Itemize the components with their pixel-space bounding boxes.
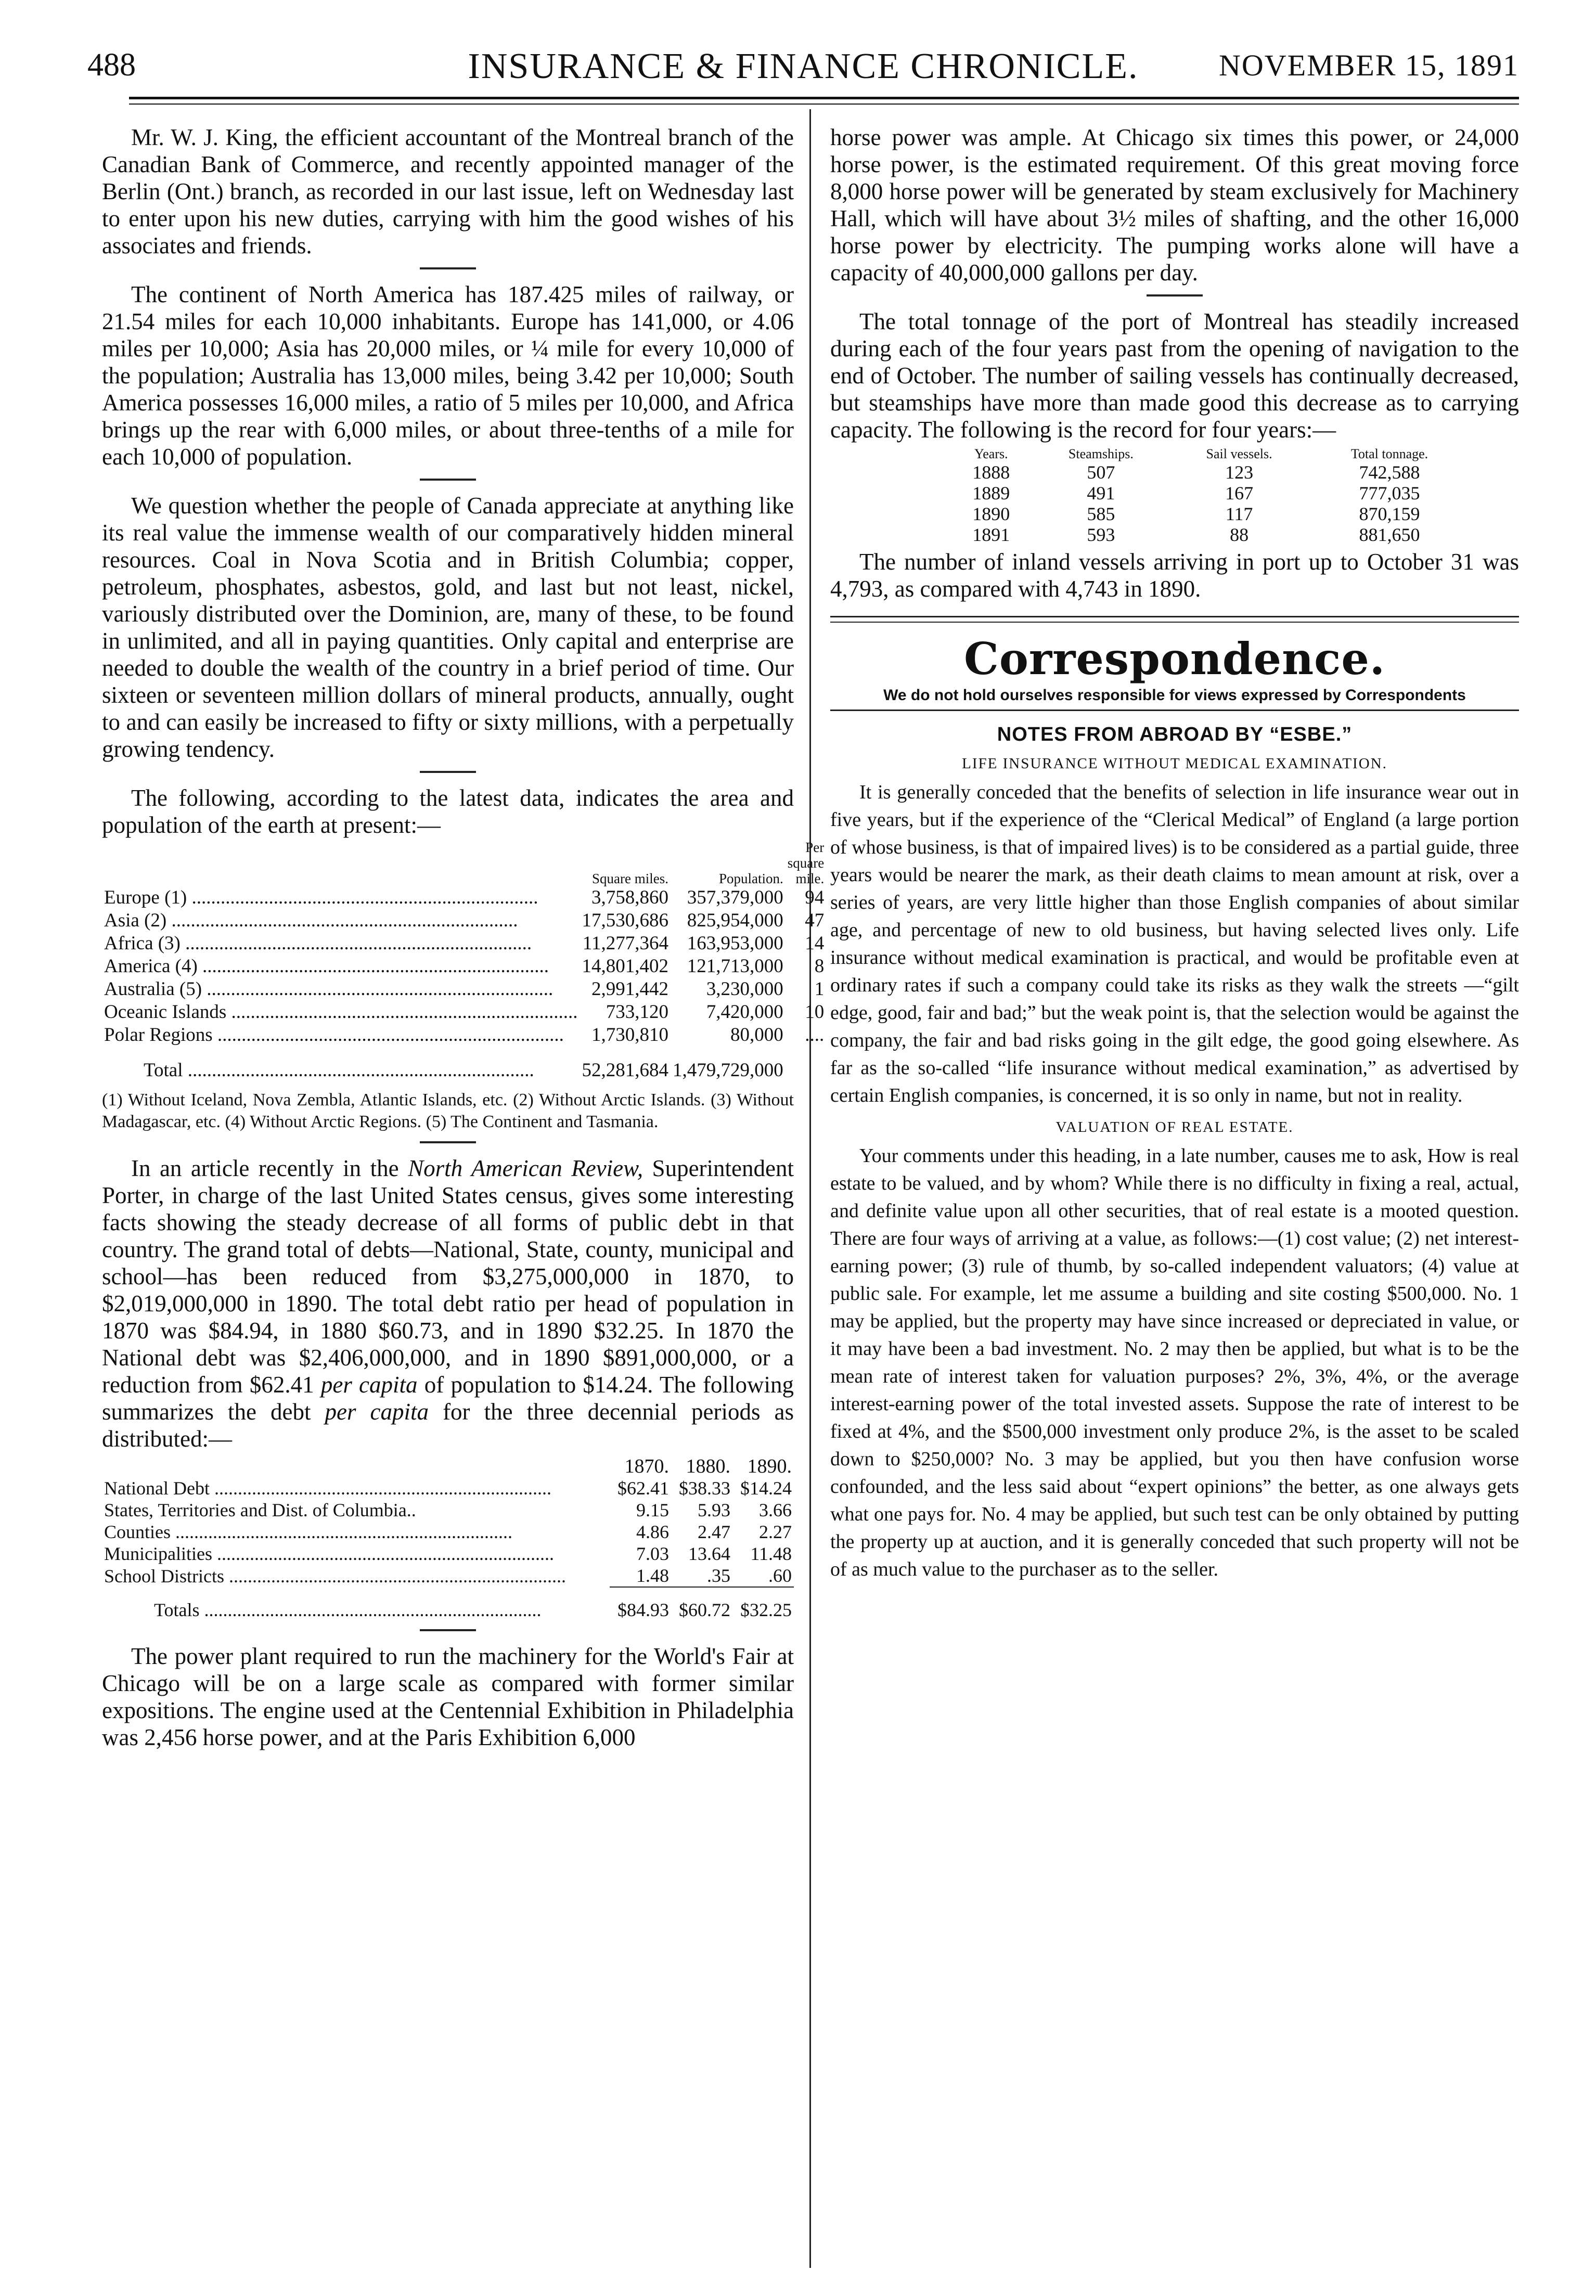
- life-insurance-paragraph: It is generally conceded that the benefits of selection in life insurance wear out in five years, but if the experience of the “Clerical Medical” of England (a large portion of whose business, is that of impaired lives) is to be considered as a partial guide, three years would be nearer the mark, as their death claims to mean amount at risk, over a series of years, are very little higher than those English companies of about similar age, and percentage of new to old business, but having selected lives only. Life insurance without medical examination is practical, and would be profitable even at ordinary rates if such a company could take its risks as they walk the streets —“gilt edge, good, fair and bad;” but the weak point is, that the selection would be against the company, the fair and bad risks going in the gilt edge, the good going elsewhere. As far as the so-called “life insurance without medical examination,” as advertised by certain English companies, is concerned, it is so only in name, but not in reality.: [830, 781, 1519, 1106]
- sq-miles-cell: 3,758,860: [591, 887, 669, 908]
- year-cell: 1891: [972, 524, 1010, 545]
- value-1870: 9.15: [636, 1500, 669, 1520]
- sq-miles-cell: 17,530,686: [582, 910, 669, 931]
- steamships-cell: 507: [1087, 462, 1115, 483]
- table-row: [102, 932, 826, 955]
- issue-date: NOVEMBER 15, 1891: [1219, 48, 1519, 82]
- power-paragraph: The power plant required to run the machinery for the World's Fair at Chicago will be on a large scale as compared with former similar expositions. The engine used at the Centennial Exhibition in Philadelphia was 2,456 horse power, and at the Paris Exhibition 6,000: [102, 1643, 794, 1750]
- table-row: [102, 886, 826, 909]
- table-row: [102, 1477, 794, 1499]
- year-header: 1890.: [747, 1455, 792, 1477]
- value-1870: 7.03: [636, 1543, 669, 1564]
- column-header: Steamships.: [1068, 446, 1134, 461]
- table-row: [950, 462, 1470, 483]
- row-label: Asia (2): [104, 910, 167, 931]
- table-row: [102, 955, 826, 978]
- population-cell: 825,954,000: [687, 910, 783, 931]
- year-header: 1870.: [624, 1455, 669, 1477]
- right-column: [830, 124, 1519, 1583]
- table-footnotes: (1) Without Iceland, Nova Zembla, Atlantic Islands, etc. (2) Without Arctic Islands. (3) Without Madagascar, etc. (4) Without Arctic Regions. (5) The Continent and Tasmania.: [102, 1090, 794, 1131]
- row-label: Counties: [104, 1521, 171, 1542]
- debt-text-mid2: of population to $14.24. The following summarizes the debt: [102, 1372, 794, 1425]
- row-label: School Districts: [104, 1566, 224, 1586]
- column-header: Per square mile.: [787, 840, 825, 886]
- railway-paragraph: The continent of North America has 187.425 miles of railway, or 21.54 miles for each 10,000 inhabitants. Europe has 141,000, or 4.06 miles per 10,000; Asia has 20,000 miles, or ¼ mile for every 10,000 of the population; Australia has 13,000 miles, being 3.42 per 10,000; South America possesses 16,000 miles, a ratio of 5 miles per 10,000, and Africa brings up the rear with 6,000 miles, or about three-tenths of a mile for each 10,000 of population.: [102, 281, 794, 470]
- sq-miles-cell: 733,120: [606, 1001, 669, 1023]
- value-1880: .35: [671, 1565, 732, 1587]
- page-number: 488: [87, 47, 136, 83]
- per-sq-mile-cell: 10: [805, 1001, 825, 1023]
- total-label: Totals: [154, 1600, 200, 1620]
- table-row: [950, 504, 1470, 524]
- value-1890: 2.27: [759, 1521, 792, 1542]
- separator-rule: [420, 479, 476, 481]
- tonnage-cell: 777,035: [1359, 483, 1420, 504]
- table-row: [102, 909, 826, 932]
- population-cell: 163,953,000: [687, 933, 783, 954]
- section-rule: [830, 622, 1519, 623]
- total-1880: $60.72: [679, 1600, 730, 1620]
- population-cell: 7,420,000: [706, 1001, 783, 1023]
- correspondence-heading: Correspondence.: [963, 633, 1386, 685]
- page-header: [87, 42, 1519, 94]
- value-1880: 13.64: [688, 1543, 730, 1564]
- year-cell: 1888: [972, 462, 1010, 483]
- tonnage-cell: 742,588: [1359, 462, 1420, 483]
- table-row: [102, 1565, 794, 1587]
- separator-rule: [420, 1629, 476, 1631]
- value-1870: $62.41: [617, 1478, 669, 1499]
- steamships-cell: 585: [1087, 504, 1115, 524]
- tonnage-cell: 881,650: [1359, 524, 1420, 545]
- sail-cell: 88: [1230, 524, 1249, 545]
- column-header: Population.: [719, 871, 783, 886]
- row-label: Polar Regions: [104, 1024, 213, 1046]
- value-1890: 3.66: [759, 1500, 792, 1520]
- debt-text-start: In an article recently in the: [131, 1155, 399, 1181]
- table-total-row: [102, 1587, 794, 1621]
- left-column: [102, 124, 825, 1751]
- column-header: Square miles.: [592, 871, 669, 886]
- column-divider: [809, 109, 811, 2268]
- sail-cell: 167: [1225, 483, 1254, 504]
- total-sq-miles: 52,281,684: [582, 1060, 669, 1081]
- row-label: National Debt: [104, 1478, 210, 1499]
- debt-paragraph: [102, 1155, 794, 1452]
- year-header: 1880.: [686, 1455, 730, 1477]
- tonnage-paragraph: The total tonnage of the port of Montreal has steadily increased during each of the four years past from the opening of navigation to the end of October. The number of sailing vessels has continually decreased, but steamships have more than made good this decrease as to carrying capacity. The following is the record for four years:—: [830, 308, 1519, 443]
- life-insurance-subheading: LIFE INSURANCE WITHOUT MEDICAL EXAMINATION.: [962, 755, 1387, 772]
- per-capita-italic: per capita: [325, 1399, 429, 1425]
- sq-miles-cell: 2,991,442: [591, 978, 669, 1000]
- valuation-paragraph: Your comments under this heading, in a late number, causes me to ask, How is real estate to be valued, and by whom? While there is no difficulty in fixing a real, actual, and definite value upon all other securities, that of real estate is a mooted question. There are four ways of arriving at a value, as follows:—(1) cost value; (2) net interest-earning power; (3) rule of thumb, by so-called independent valuators; (4) value at public sale. For example, let me assume a building and site costing $500,000. No. 1 may be applied, but the property may have since increased or depreciated in value, or it may have been a bad investment. No. 2 may then be applied, but what is to be the mean rate of interest taken for valuation purposes? 2%, 3%, 4%, or the average interest-earning power of the total invested assets. Suppose the rate of interest to be fixed at 4%, and the $500,000 investment only produce 2%, is the asset to be scaled down to $250,000? No. 3 may be applied, but you then have confusion worse confounded, and the less said about “expert opinions” the better, as one always gets what one pays for. No. 4 may be applied, but such test can be only obtained by putting the property up at auction, and it is generally conceded that such property will not be of as much value to the purchaser as to the seller.: [830, 1145, 1519, 1580]
- table-row: [950, 524, 1470, 545]
- per-sq-mile-cell: 14: [805, 933, 825, 954]
- separator-rule: [420, 1141, 476, 1143]
- tonnage-table: [950, 446, 1470, 545]
- row-label: Municipalities: [104, 1543, 212, 1564]
- correspondence-disclaimer: We do not hold ourselves responsible for views expressed by Correspondents: [883, 687, 1466, 704]
- tonnage-cell: 870,159: [1359, 504, 1420, 524]
- row-label: America (4): [104, 956, 198, 977]
- table-header-row: [102, 840, 826, 886]
- total-1870: $84.93: [617, 1600, 669, 1620]
- table-row: [102, 1543, 794, 1565]
- per-sq-mile-cell: 94: [805, 887, 825, 908]
- column-header: Total tonnage.: [1350, 446, 1428, 461]
- separator-rule: [420, 267, 476, 269]
- value-1890: .60: [732, 1565, 794, 1587]
- per-sq-mile-cell: 47: [805, 910, 825, 931]
- steamships-cell: 593: [1087, 524, 1115, 545]
- table-row: [102, 1499, 794, 1521]
- year-cell: 1890: [972, 504, 1010, 524]
- table-header-row: [102, 1455, 794, 1477]
- debt-text-mid: Superintendent Porter, in charge of the last United States census, gives some interesting facts showing the steady decrease of all forms of public debt in that country. The grand total of debts—National, State, county, municipal and school—has been reduced from $3,275,000,000 in 1870, to $2,019,000,000 in 1890. The total debt ratio per head of population in 1870 was $84.94, in 1880 $60.73, and in 1890 $32.25. In 1870 the National debt was $2,406,000,000, and in 1890 $891,000,000, or a reduction from $62.41: [102, 1155, 794, 1398]
- table-row: [102, 1024, 826, 1047]
- inland-vessels-paragraph: The number of inland vessels arriving in port up to October 31 was 4,793, as compared with 4,743 in 1890.: [830, 549, 1519, 602]
- population-cell: 357,379,000: [687, 887, 783, 908]
- debt-table: [102, 1455, 794, 1621]
- value-1880: 5.93: [698, 1500, 730, 1520]
- column-header: Sail vessels.: [1206, 446, 1272, 461]
- section-rule: [830, 710, 1519, 711]
- per-sq-mile-cell: 8: [814, 956, 825, 977]
- table-row: [102, 1001, 826, 1024]
- notes-from-abroad-heading: NOTES FROM ABROAD BY “ESBE.”: [997, 724, 1353, 745]
- table-row: [950, 483, 1470, 504]
- area-intro-paragraph: The following, according to the latest data, indicates the area and population of the earth at present:—: [102, 785, 794, 838]
- row-label: Europe (1): [104, 887, 187, 908]
- separator-rule: [420, 771, 476, 773]
- population-cell: 3,230,000: [706, 978, 783, 1000]
- header-rule-thin: [129, 104, 1519, 105]
- value-1880: 2.47: [698, 1521, 730, 1542]
- total-1890: $32.25: [740, 1600, 792, 1620]
- section-rule: [830, 616, 1519, 617]
- per-sq-mile-cell: 1: [814, 978, 825, 1000]
- area-population-table: [102, 840, 826, 1082]
- separator-rule: [1147, 294, 1203, 296]
- table-total-row: [102, 1047, 826, 1082]
- sq-miles-cell: 11,277,364: [582, 933, 669, 954]
- king-paragraph: Mr. W. J. King, the efficient accountant of the Montreal branch of the Canadian Bank of Commerce, and recently appointed manager of the Berlin (Ont.) branch, as recorded in our last issue, left on Wednesday last to enter upon his new duties, carrying with him the good wishes of his associates and friends.: [102, 124, 794, 259]
- value-1880: $38.33: [679, 1478, 730, 1499]
- mineral-paragraph: We question whether the people of Canada appreciate at anything like its real value the immense wealth of our comparatively hidden mineral resources. Coal in Nova Scotia and in British Columbia; copper, petroleum, phosphates, asbestos, gold, and last but not least, nickel, variously distributed over the Dominion, are, many of these, to be found in unlimited, and all in paying quantities. Only capital and enterprise are needed to double the wealth of the country in a brief period of time. Our sixteen or seventeen million dollars of mineral products, annually, ought to and can easily be increased to fifty or sixty millions, with a perpetually growing tendency.: [102, 493, 794, 762]
- sail-cell: 123: [1225, 462, 1254, 483]
- column-header: Years.: [974, 446, 1008, 461]
- row-label: Oceanic Islands: [104, 1001, 227, 1023]
- sail-cell: 117: [1225, 504, 1253, 524]
- value-1890: $14.24: [740, 1478, 792, 1499]
- population-cell: 80,000: [730, 1024, 783, 1046]
- total-label: Total: [144, 1060, 183, 1081]
- value-1870: 4.86: [636, 1521, 669, 1542]
- year-cell: 1889: [972, 483, 1010, 504]
- per-sq-mile-cell: ....: [805, 1024, 825, 1046]
- table-row: [102, 1521, 794, 1543]
- value-1870: 1.48: [610, 1565, 671, 1587]
- total-population: 1,479,729,000: [673, 1060, 783, 1081]
- debt-text-end: for the three decennial periods as distributed:—: [102, 1399, 794, 1452]
- review-title: North American Review,: [408, 1155, 643, 1181]
- row-label: Australia (5): [104, 978, 202, 1000]
- power-continued-paragraph: horse power was ample. At Chicago six times this power, or 24,000 horse power, is the estimated requirement. Of this great moving force 8,000 horse power will be generated by steam exclusively for Machinery Hall, which will have about 3½ miles of shafting, and the other 16,000 horse power by electricity. The pumping works alone will have a capacity of 40,000,000 gallons per day.: [830, 124, 1519, 286]
- table-row: [102, 978, 826, 1001]
- value-1890: 11.48: [750, 1543, 792, 1564]
- steamships-cell: 491: [1087, 483, 1115, 504]
- per-capita-italic: per capita: [320, 1372, 418, 1398]
- valuation-subheading: VALUATION OF REAL ESTATE.: [1056, 1119, 1294, 1136]
- row-label: Africa (3): [104, 933, 181, 954]
- sq-miles-cell: 14,801,402: [582, 956, 669, 977]
- sq-miles-cell: 1,730,810: [591, 1024, 669, 1046]
- row-label: States, Territories and Dist. of Columbia..: [104, 1500, 416, 1520]
- population-cell: 121,713,000: [687, 956, 783, 977]
- header-rule-thick: [129, 97, 1519, 99]
- journal-title: INSURANCE & FINANCE CHRONICLE.: [468, 46, 1139, 86]
- table-header-row: [950, 446, 1470, 462]
